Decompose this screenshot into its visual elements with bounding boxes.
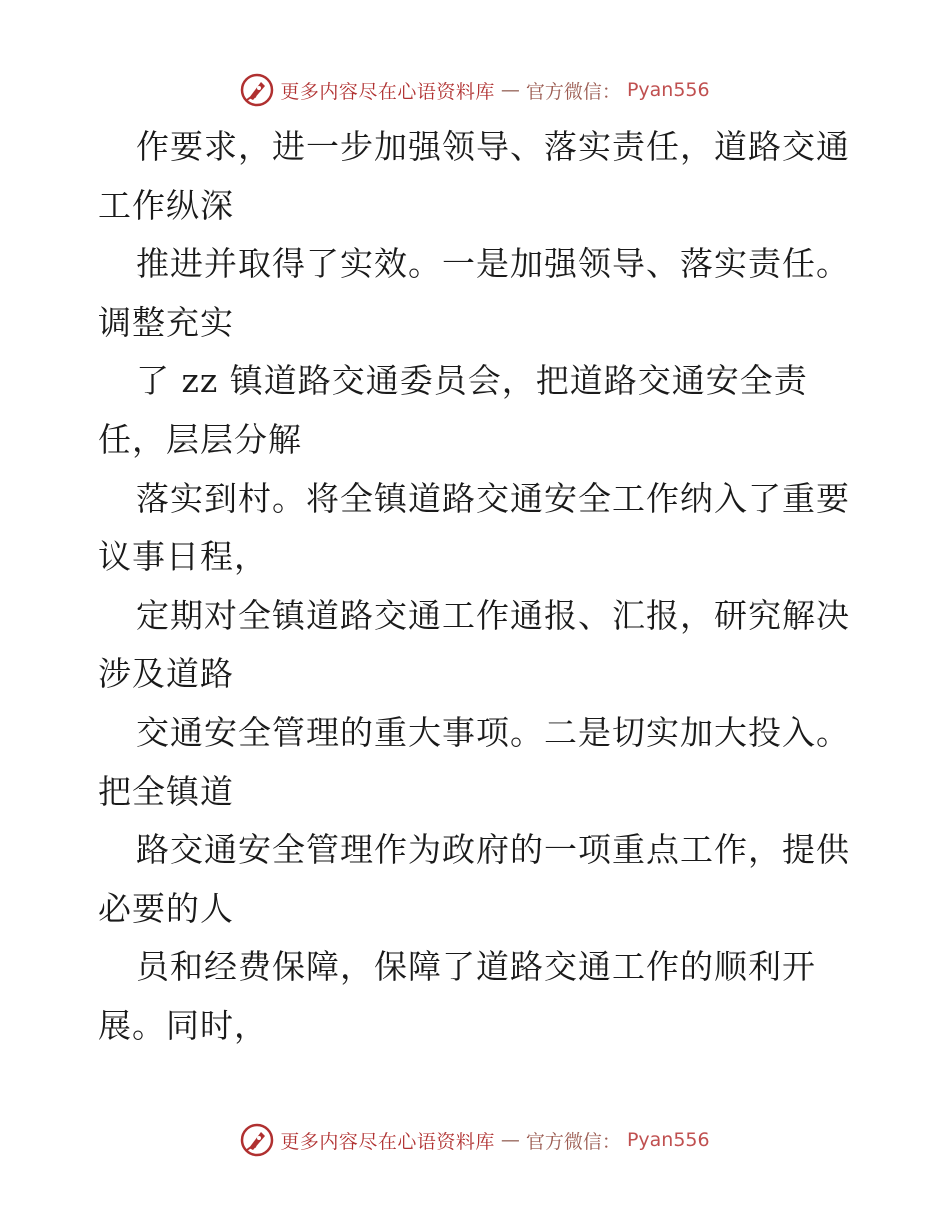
paragraph-line: 必要的人 (98, 888, 234, 928)
paragraph-line: 工作纵深 (98, 185, 234, 225)
paragraph-line: 调整充实 (98, 302, 234, 342)
header-watermark (0, 68, 950, 112)
paragraph-line: 把全镇道 (98, 771, 234, 811)
paragraph-line: 了 zz 镇道路交通委员会，把道路交通安全责 (136, 361, 808, 401)
footer-watermark (0, 1118, 950, 1162)
paragraph-line: 定期对全镇道路交通工作通报、汇报，研究解决 (136, 595, 850, 635)
paragraph-line: 落实到村。将全镇道路交通安全工作纳入了重要 (136, 478, 850, 518)
pen-nib-logo-icon (240, 1123, 274, 1157)
paragraph-line: 交通安全管理的重大事项。二是切实加大投入。 (136, 712, 850, 752)
watermark-dash: — (500, 79, 520, 101)
paragraph-line: 展。同时， (98, 1005, 268, 1045)
watermark-wechat-id: Pyan556 (626, 79, 710, 101)
watermark-dash: — (500, 1129, 520, 1151)
paragraph-line: 任，层层分解 (98, 419, 302, 459)
watermark-wechat-id: Pyan556 (626, 1129, 710, 1151)
document-body (98, 118, 858, 1056)
paragraph-line: 推进并取得了实效。一是加强领导、落实责任。 (136, 244, 850, 284)
paragraph-line: 作要求，进一步加强领导、落实责任，道路交通 (136, 127, 850, 166)
watermark-brand-text: 更多内容尽在心语资料库 (280, 1130, 495, 1153)
paragraph-line: 涉及道路 (98, 654, 234, 694)
watermark-brand-text: 更多内容尽在心语资料库 (280, 80, 495, 103)
watermark-official-label: 官方微信： (525, 1130, 621, 1153)
paragraph-line: 路交通安全管理作为政府的一项重点工作，提供 (136, 830, 850, 870)
paragraph-line: 议事日程， (98, 537, 268, 577)
watermark-official-label: 官方微信： (525, 80, 621, 103)
paragraph-line: 员和经费保障，保障了道路交通工作的顺利开 (136, 947, 816, 987)
pen-nib-logo-icon (240, 73, 274, 107)
